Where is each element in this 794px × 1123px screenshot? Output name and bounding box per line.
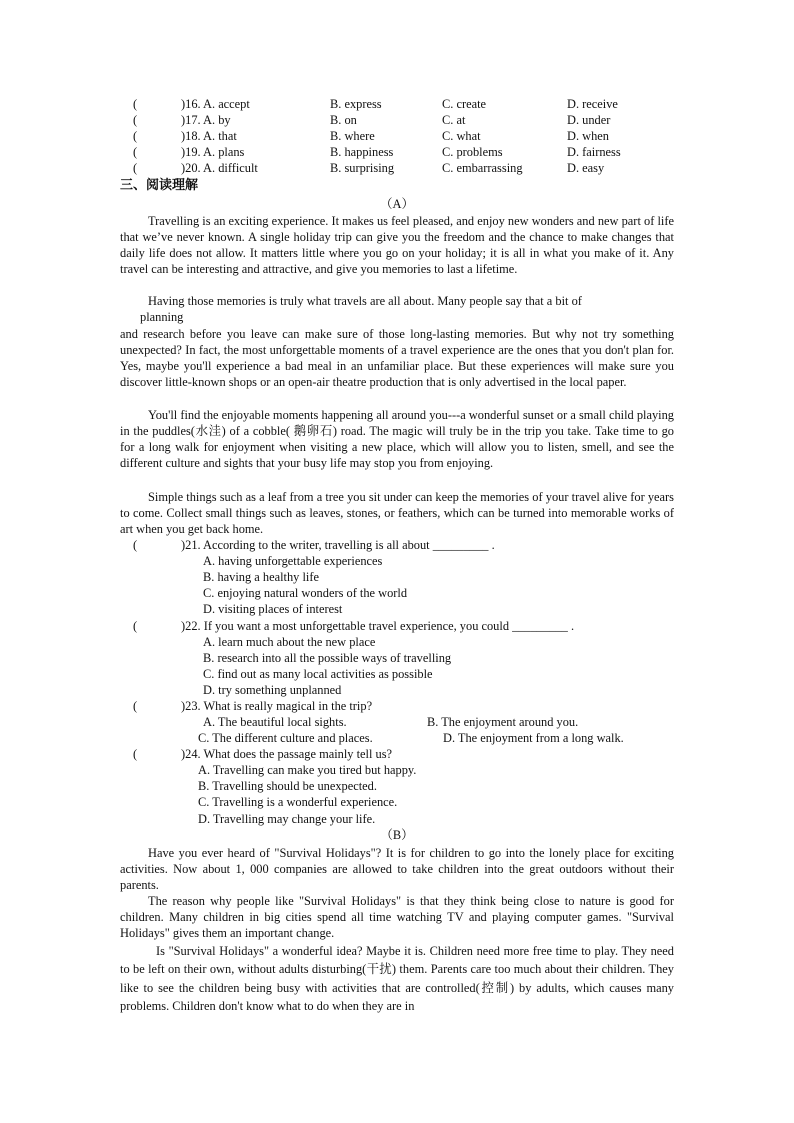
cloze-option-c: C. create [442,97,487,111]
question-stem: )21. According to the writer, travelling is all about _________ . [181,538,495,552]
cloze-option-d: D. under [567,113,611,127]
answer-paren: ( [133,538,138,552]
question-stem: )24. What does the passage mainly tell us? [181,747,393,761]
cloze-option-d: D. receive [567,97,618,111]
passage-a-paragraph-3: You'll find the enjoyable moments happening all around you---a wonderful sunset or a small child playing in the puddles(水洼) of a cobble( 鹅卵石) road. The magic will truly be in the trip you take. Take time to go for a long walk for enjoyment when visiting a new place, which will allow you to listen, smell, and see the different culture and sights that your busy life may stop you from enjoying. [120,408,674,471]
answer-paren: ( [133,145,138,159]
question-option: B. Travelling should be unexpected. [198,779,377,793]
passage-b-paragraph-2: The reason why people like "Survival Holidays" is that they think being close to nature is good for children. Many children in big cities spend all time watching TV and playing computer games. "Survival Holidays" gives them an important change. [120,894,674,941]
cloze-option-d: D. fairness [567,145,621,159]
answer-paren: ( [133,161,138,175]
section-heading: 三、阅读理解 [120,178,199,193]
cloze-option-b: B. express [330,97,382,111]
answer-paren: ( [133,747,138,761]
passage-b-paragraph-1: Have you ever heard of "Survival Holidays"? It is for children to go into the lonely place for exciting activities. Now about 1, 000 companies are allowed to take children into the great outdoors without their parents. [120,846,674,893]
cloze-option-a: )20. A. difficult [181,161,258,175]
cloze-option-d: D. easy [567,161,605,175]
question-option: B. The enjoyment around you. [427,715,579,729]
question-option: C. Travelling is a wonderful experience. [198,795,398,809]
answer-paren: ( [133,619,138,633]
cloze-option-b: B. surprising [330,161,395,175]
question-option: D. visiting places of interest [203,602,343,616]
cloze-option-c: C. what [442,129,481,143]
passage-b-paragraph-3: Is "Survival Holidays" a wonderful idea? Maybe it is. Children need more free time to play. They need to be left on their own, without adults disturbing(干扰) them. Parents care too much about their children. They like to see the children being busy with activities that are controlled(控制) by adults, which causes many problems. Children don't know what to do when they are in [120,944,674,1013]
question-option: A. learn much about the new place [203,635,376,649]
passage-a-paragraph-1: Travelling is an exciting experience. It makes us feel pleased, and enjoy new wonders and new part of life that we’ve never known. A single holiday trip can give you the freedom and the chance to make changes that daily life does not allow. It matters little where you go on your holiday; it is all in what you make of it. Any travel can be interesting and attractive, and give you memories to last a lifetime. [120,214,674,277]
passage-a-paragraph-4: Simple things such as a leaf from a tree you sit under can keep the memories of your travel alive for years to come. Collect small things such as leaves, stones, or feathers, which can be turned into memorable works of art when you get back home. [120,490,674,537]
cloze-option-a: )16. A. accept [181,97,250,111]
cloze-option-b: B. happiness [330,145,394,159]
cloze-option-b: B. where [330,129,375,143]
cloze-option-c: C. at [442,113,466,127]
question-option: B. research into all the possible ways of travelling [203,651,452,665]
answer-paren: ( [133,97,138,111]
question-stem: )22. If you want a most unforgettable travel experience, you could _________ . [181,619,575,633]
question-option: C. enjoying natural wonders of the world [203,586,408,600]
cloze-option-a: )18. A. that [181,129,237,143]
passage-a-paragraph-2-rest: and research before you leave can make sure of those long-lasting memories. But why not try something unexpected? In fact, the most unforgettable moments of a travel experience are the ones that you don't plan for. Yes, maybe you'll experience a bad meal in an unfamiliar place. But these experiences will make sure you discover little-known shops or an open-air theatre production that is only advertised in the local paper. [120,327,674,390]
passage-a-paragraph-2-line-1: Having those memories is truly what travels are all about. Many people say that a bit of [148,294,582,308]
answer-paren: ( [133,113,138,127]
cloze-option-c: C. problems [442,145,503,159]
question-option: A. Travelling can make you tired but happy. [198,763,417,777]
question-option: D. The enjoyment from a long walk. [443,731,624,745]
cloze-option-c: C. embarrassing [442,161,523,175]
question-option: C. The different culture and places. [198,731,373,745]
passage-a-label: （A） [380,197,414,211]
question-option: D. try something unplanned [203,683,342,697]
answer-paren: ( [133,699,138,713]
question-stem: )23. What is really magical in the trip? [181,699,373,713]
question-option: A. having unforgettable experiences [203,554,383,568]
question-option: B. having a healthy life [203,570,319,584]
cloze-option-a: )19. A. plans [181,145,245,159]
cloze-option-d: D. when [567,129,609,143]
cloze-option-a: )17. A. by [181,113,231,127]
cloze-option-b: B. on [330,113,357,127]
passage-b-label: （B） [380,828,414,842]
question-option: C. find out as many local activities as possible [203,667,433,681]
question-option: A. The beautiful local sights. [203,715,347,729]
question-option: D. Travelling may change your life. [198,812,376,826]
passage-a-paragraph-2-word: planning [140,310,184,324]
answer-paren: ( [133,129,138,143]
